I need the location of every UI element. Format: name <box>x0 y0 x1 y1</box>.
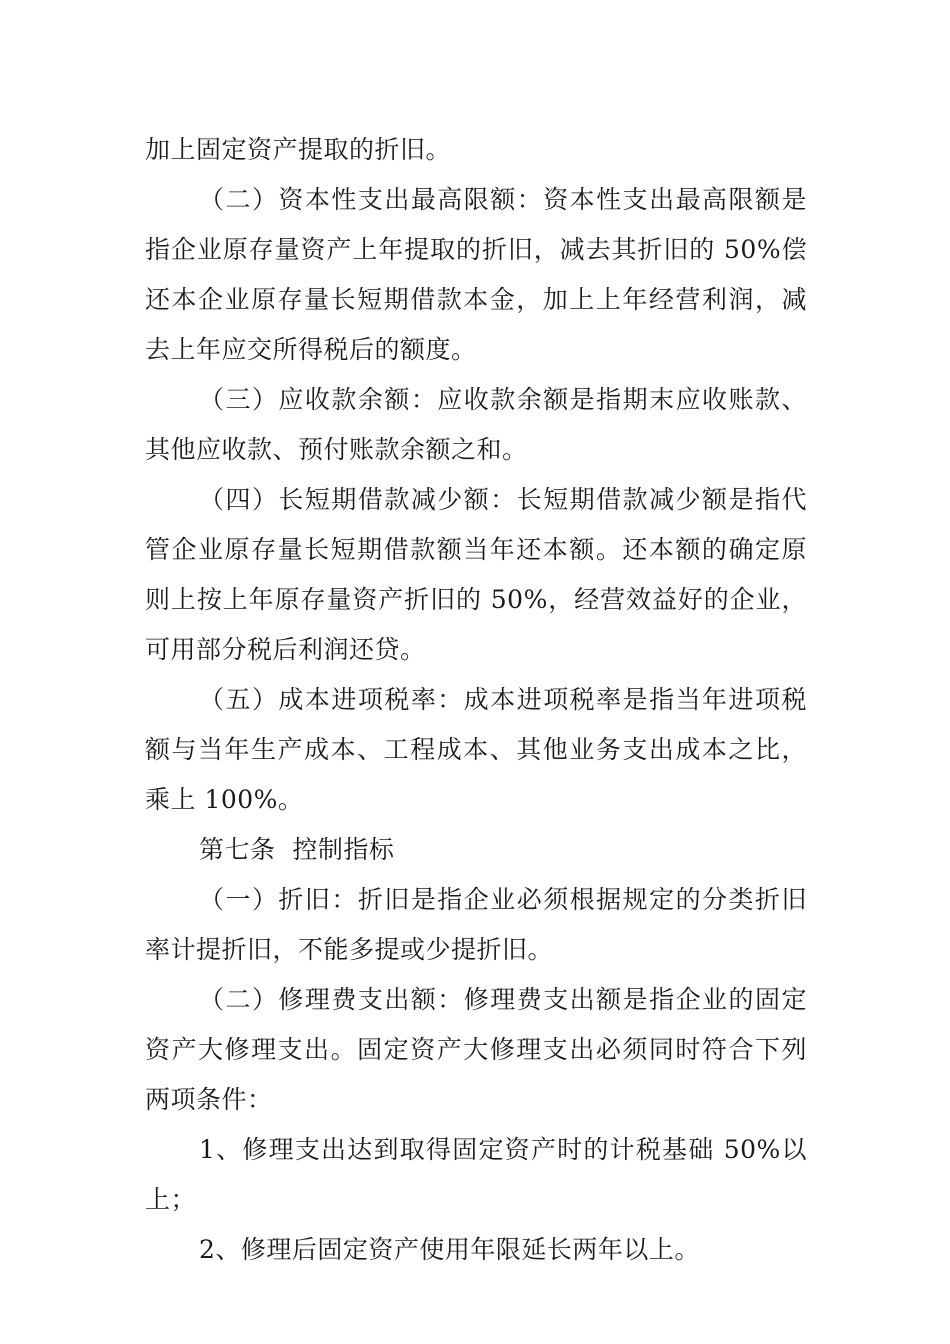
paragraph-input-tax-rate: （五）成本进项税率：成本进项税率是指当年进项税额与当年生产成本、工程成本、其他业务支出成本之比，乘上 100%。 <box>145 685 807 814</box>
paragraph-depreciation-control: （一）折旧：折旧是指企业必须根据规定的分类折旧率计提折旧，不能多提或少提折旧。 <box>145 885 807 964</box>
list-item-repair-condition-1: 1、修理支出达到取得固定资产时的计税基础 50%以上； <box>145 1135 807 1214</box>
article-seven-heading: 第七条 控制指标 <box>199 835 395 864</box>
document-body <box>145 125 807 1275</box>
paragraph-receivables-balance: （三）应收款余额：应收款余额是指期末应收账款、其他应收款、预付账款余额之和。 <box>145 385 807 464</box>
paragraph-repair-expense: （二）修理费支出额：修理费支出额是指企业的固定资产大修理支出。固定资产大修理支出必须同时符合下列两项条件： <box>145 985 807 1114</box>
list-item-repair-condition-2: 2、修理后固定资产使用年限延长两年以上。 <box>199 1235 700 1264</box>
paragraph-depreciation-continuation: 加上固定资产提取的折旧。 <box>145 135 452 164</box>
paragraph-loan-reduction: （四）长短期借款减少额：长短期借款减少额是指代管企业原存量长短期借款额当年还本额。还本额的确定原则上按上年原存量资产折旧的 50%，经营效益好的企业，可用部分税后利润还贷。 <box>145 485 807 664</box>
paragraph-capital-expenditure-limit: （二）资本性支出最高限额：资本性支出最高限额是指企业原存量资产上年提取的折旧，减去其折旧的 50%偿还本企业原存量长短期借款本金，加上上年经营利润，减去上年应交所得税后的额度。 <box>145 185 807 364</box>
